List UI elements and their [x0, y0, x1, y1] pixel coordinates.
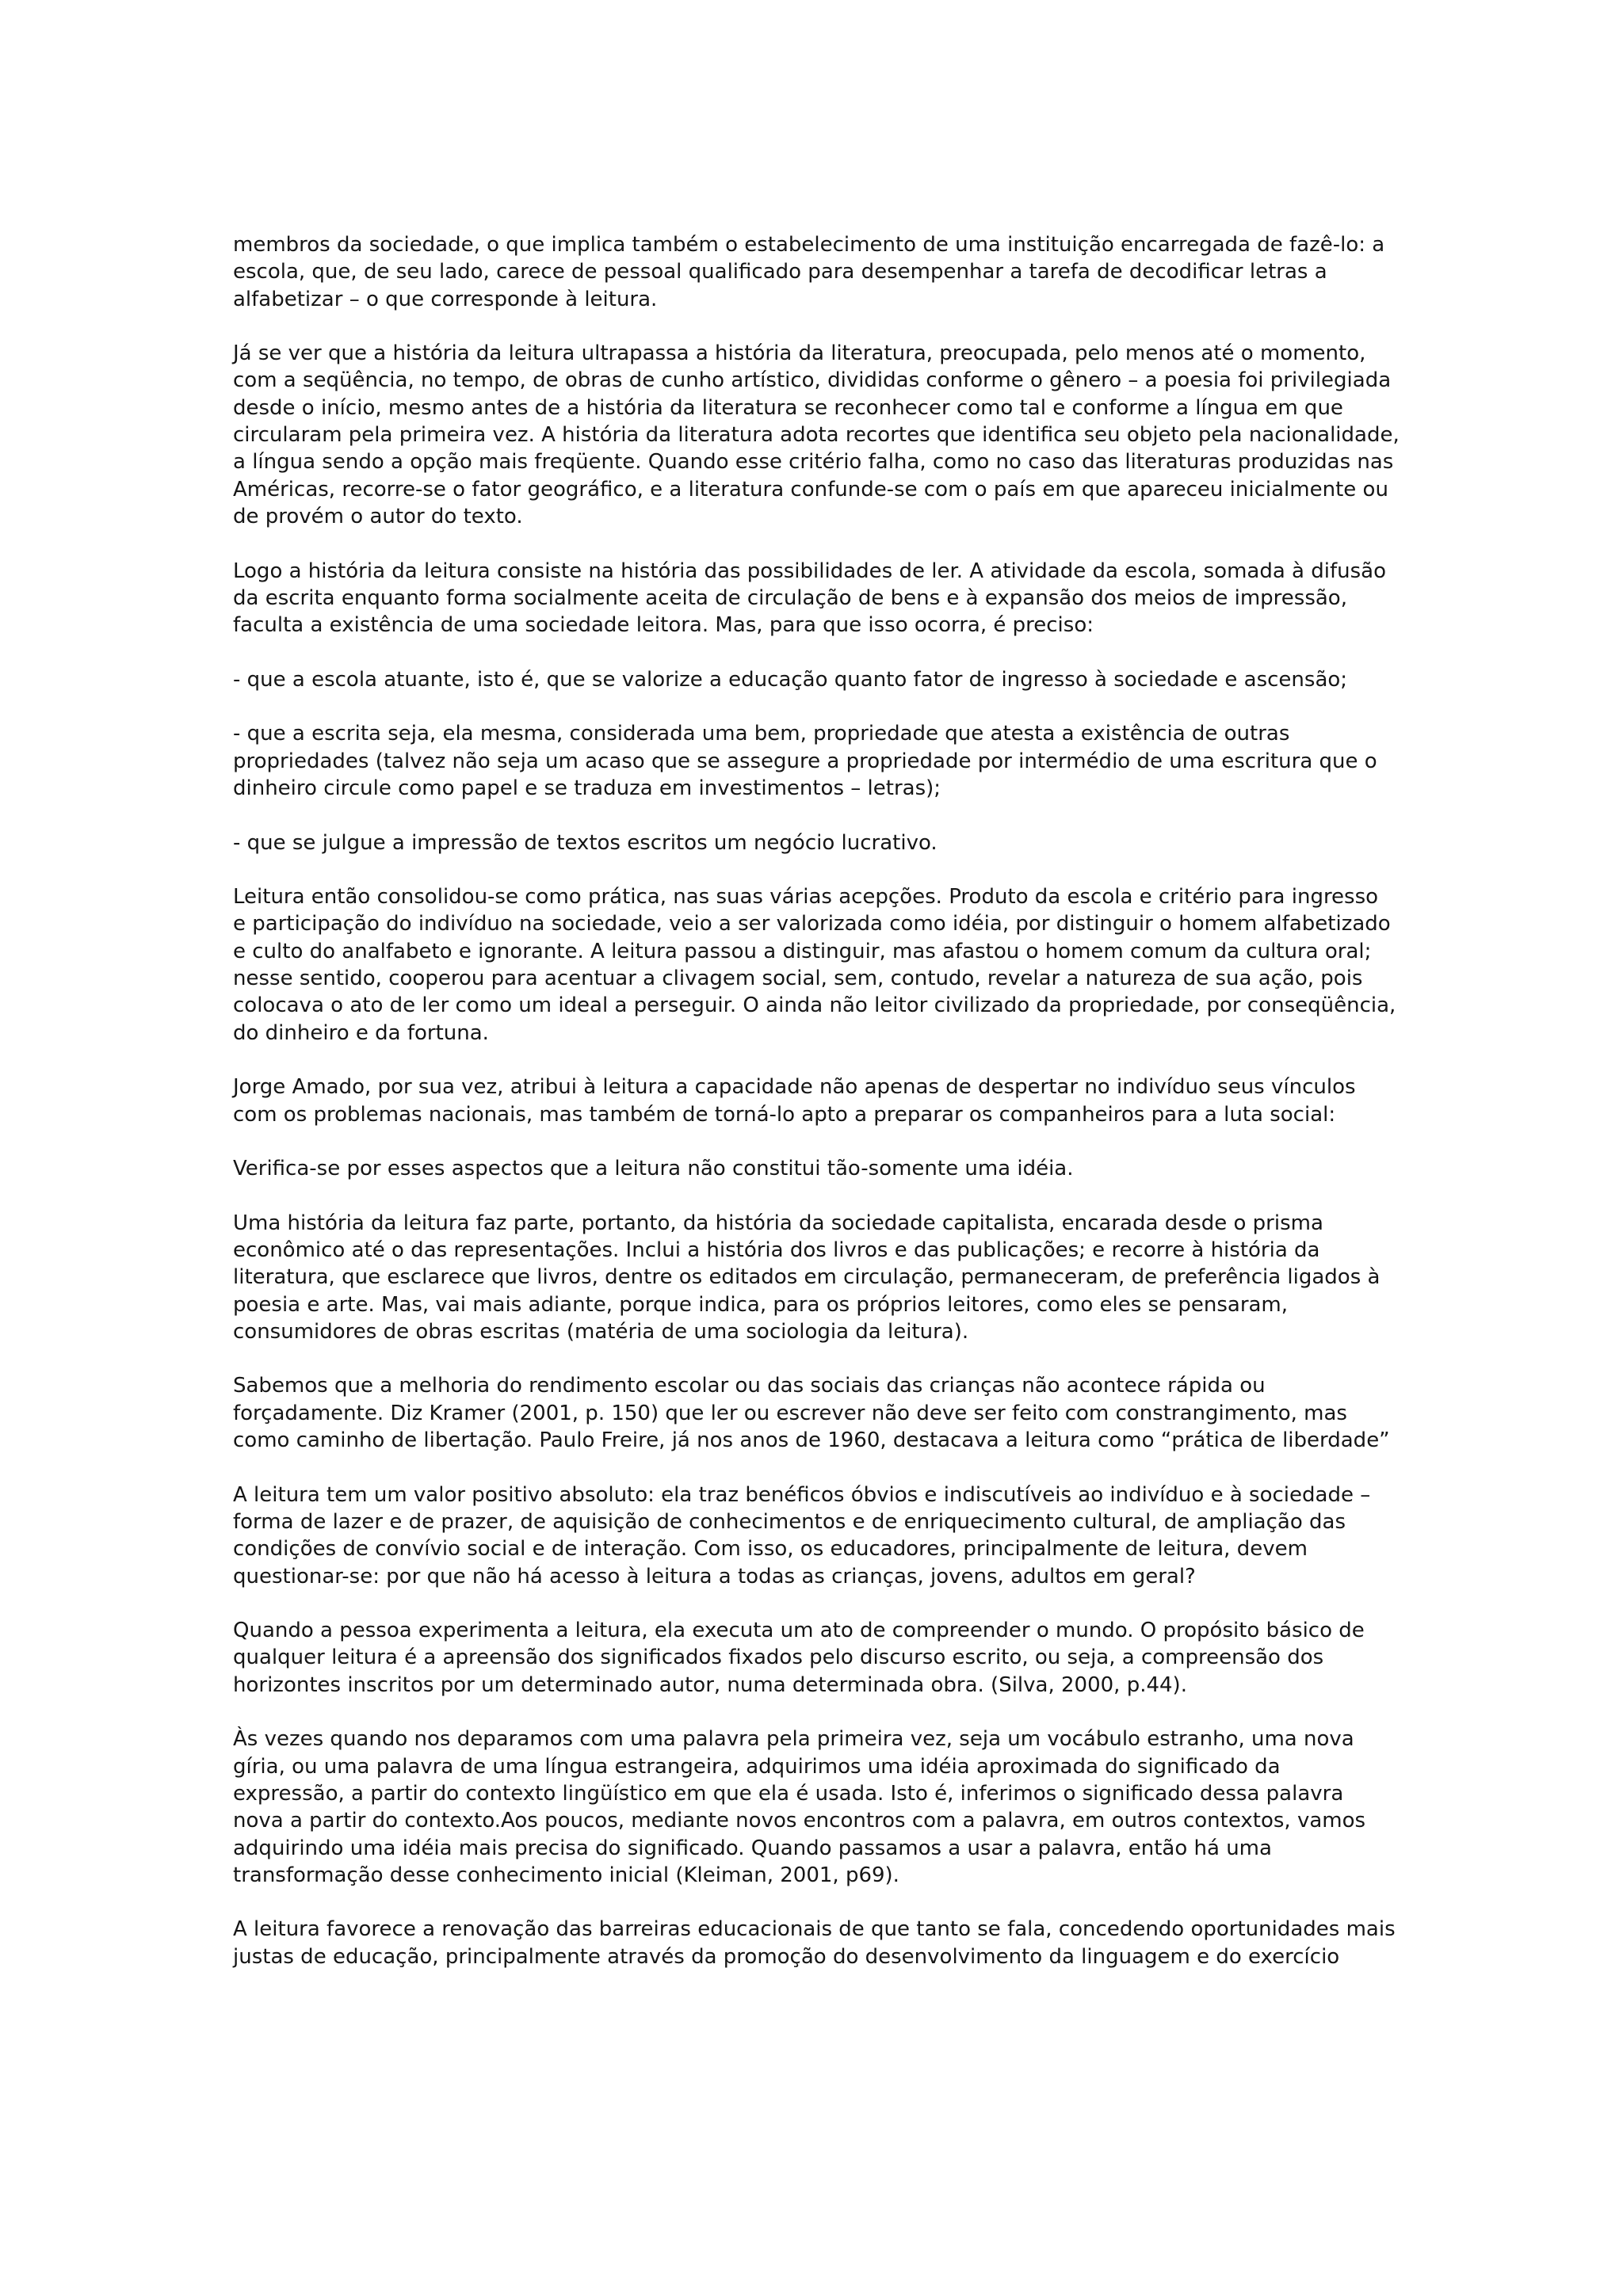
document-body	[233, 231, 1485, 1997]
paragraph-13: Quando a pessoa experimenta a leitura, ela executa um ato de compreender o mundo. O propósito básico de qualquer leitura é a apreensão dos significados fixados pelo discurso escrito, ou seja, a compreensão dos horizontes inscritos por um determinado autor, numa determinada obra. (Silva, 2000, p.44).	[233, 1619, 1365, 1697]
paragraph-12: A leitura tem um valor positivo absoluto: ela traz benéficos óbvios e indiscutíveis ao indivíduo e à sociedade – forma de lazer e de prazer, de aquisição de conhecimentos e de enriquecimento cultural, de ampliação das condições de convívio social e de interação. Com isso, os educadores, principalmente de leitura, devem questionar-se: por que não há acesso à leitura a todas as crianças, jovens, adultos em geral?	[233, 1482, 1371, 1589]
paragraph-4: - que a escola atuante, isto é, que se valorize a educação quanto fator de ingresso à sociedade e ascensão;	[233, 667, 1348, 692]
paragraph-1: membros da sociedade, o que implica também o estabelecimento de uma instituição encarregada de fazê-lo: a escola, que, de seu lado, carece de pessoal qualificado para desempenhar a tarefa de decodificar letras a alfabetizar – o que corresponde à leitura.	[233, 233, 1385, 311]
paragraph-14: Às vezes quando nos deparamos com uma palavra pela primeira vez, seja um vocábulo estranho, uma nova gíria, ou uma palavra de uma língua estrangeira, adquirimos uma idéia aproximada do significado da expressão, a partir do contexto lingüístico em que ela é usada. Isto é, inferimos o significado dessa palavra nova a partir do contexto.Aos poucos, mediante novos encontros com a palavra, em outros contextos, vamos adquirindo uma idéia mais precisa do significado. Quando passamos a usar a palavra, então há uma transformação desse conhecimento inicial (Kleiman, 2001, p69).	[233, 1727, 1366, 1887]
paragraph-2: Já se ver que a história da leitura ultrapassa a história da literatura, preocupada, pelo menos até o momento, com a seqüência, no tempo, de obras de cunho artístico, divididas conforme o gênero – a poesia foi privilegiada desde o início, mesmo antes de a história da literatura se reconhecer como tal e conforme a língua em que circularam pela primeira vez. A história da literatura adota recortes que identifica seu objeto pela nacionalidade, a língua sendo a opção mais freqüente. Quando esse critério falha, como no caso das literaturas produzidas nas Américas, recorre-se o fator geográfico, e a literatura confunde-se com o país em que apareceu inicialmente ou de provém o autor do texto.	[233, 341, 1400, 528]
paragraph-6: - que se julgue a impressão de textos escritos um negócio lucrativo.	[233, 830, 938, 855]
paragraph-8: Jorge Amado, por sua vez, atribui à leitura a capacidade não apenas de despertar no indivíduo seus vínculos com os problemas nacionais, mas também de torná-lo apto a preparar os companheiros para a luta social:	[233, 1075, 1356, 1127]
paragraph-9: Verifica-se por esses aspectos que a leitura não constitui tão-somente uma idéia.	[233, 1157, 1074, 1181]
paragraph-5: - que a escrita seja, ela mesma, considerada uma bem, propriedade que atesta a existência de outras propriedades (talvez não seja um acaso que se assegure a propriedade por intermédio de uma escritura que o dinheiro circule como papel e se traduza em investimentos – letras);	[233, 722, 1377, 800]
paragraph-7: Leitura então consolidou-se como prática, nas suas várias acepções. Produto da escola e critério para ingresso e participação do indivíduo na sociedade, veio a ser valorizada como idéia, por distinguir o homem alfabetizado e culto do analfabeto e ignorante. A leitura passou a distinguir, mas afastou o homem comum da cultura oral; nesse sentido, cooperou para acentuar a clivagem social, sem, contudo, revelar a natureza de sua ação, pois colocava o ato de ler como um ideal a perseguir. O ainda não leitor civilizado da propriedade, por conseqüência, do dinheiro e da fortuna.	[233, 885, 1396, 1045]
paragraph-3: Logo a história da leitura consiste na história das possibilidades de ler. A atividade da escola, somada à difusão da escrita enquanto forma socialmente aceita de circulação de bens e à expansão dos meios de impressão, faculta a existência de uma sociedade leitora. Mas, para que isso ocorra, é preciso:	[233, 559, 1386, 638]
paragraph-15: A leitura favorece a renovação das barreiras educacionais de que tanto se fala, concedendo oportunidades mais justas de educação, principalmente através da promoção do desenvolvimento da linguagem e do exercício	[233, 1917, 1396, 1969]
paragraph-10: Uma história da leitura faz parte, portanto, da história da sociedade capitalista, encarada desde o prisma econômico até o das representações. Inclui a história dos livros e das publicações; e recorre à história da literatura, que esclarece que livros, dentre os editados em circulação, permaneceram, de preferência ligados à poesia e arte. Mas, vai mais adiante, porque indica, para os próprios leitores, como eles se pensaram, consumidores de obras escritas (matéria de uma sociologia da leitura).	[233, 1211, 1381, 1344]
paragraph-11: Sabemos que a melhoria do rendimento escolar ou das sociais das crianças não acontece rápida ou forçadamente. Diz Kramer (2001, p. 150) que ler ou escrever não deve ser feito com constrangimento, mas como caminho de libertação. Paulo Freire, já nos anos de 1960, destacava a leitura como “prática de liberdade”	[233, 1374, 1390, 1453]
